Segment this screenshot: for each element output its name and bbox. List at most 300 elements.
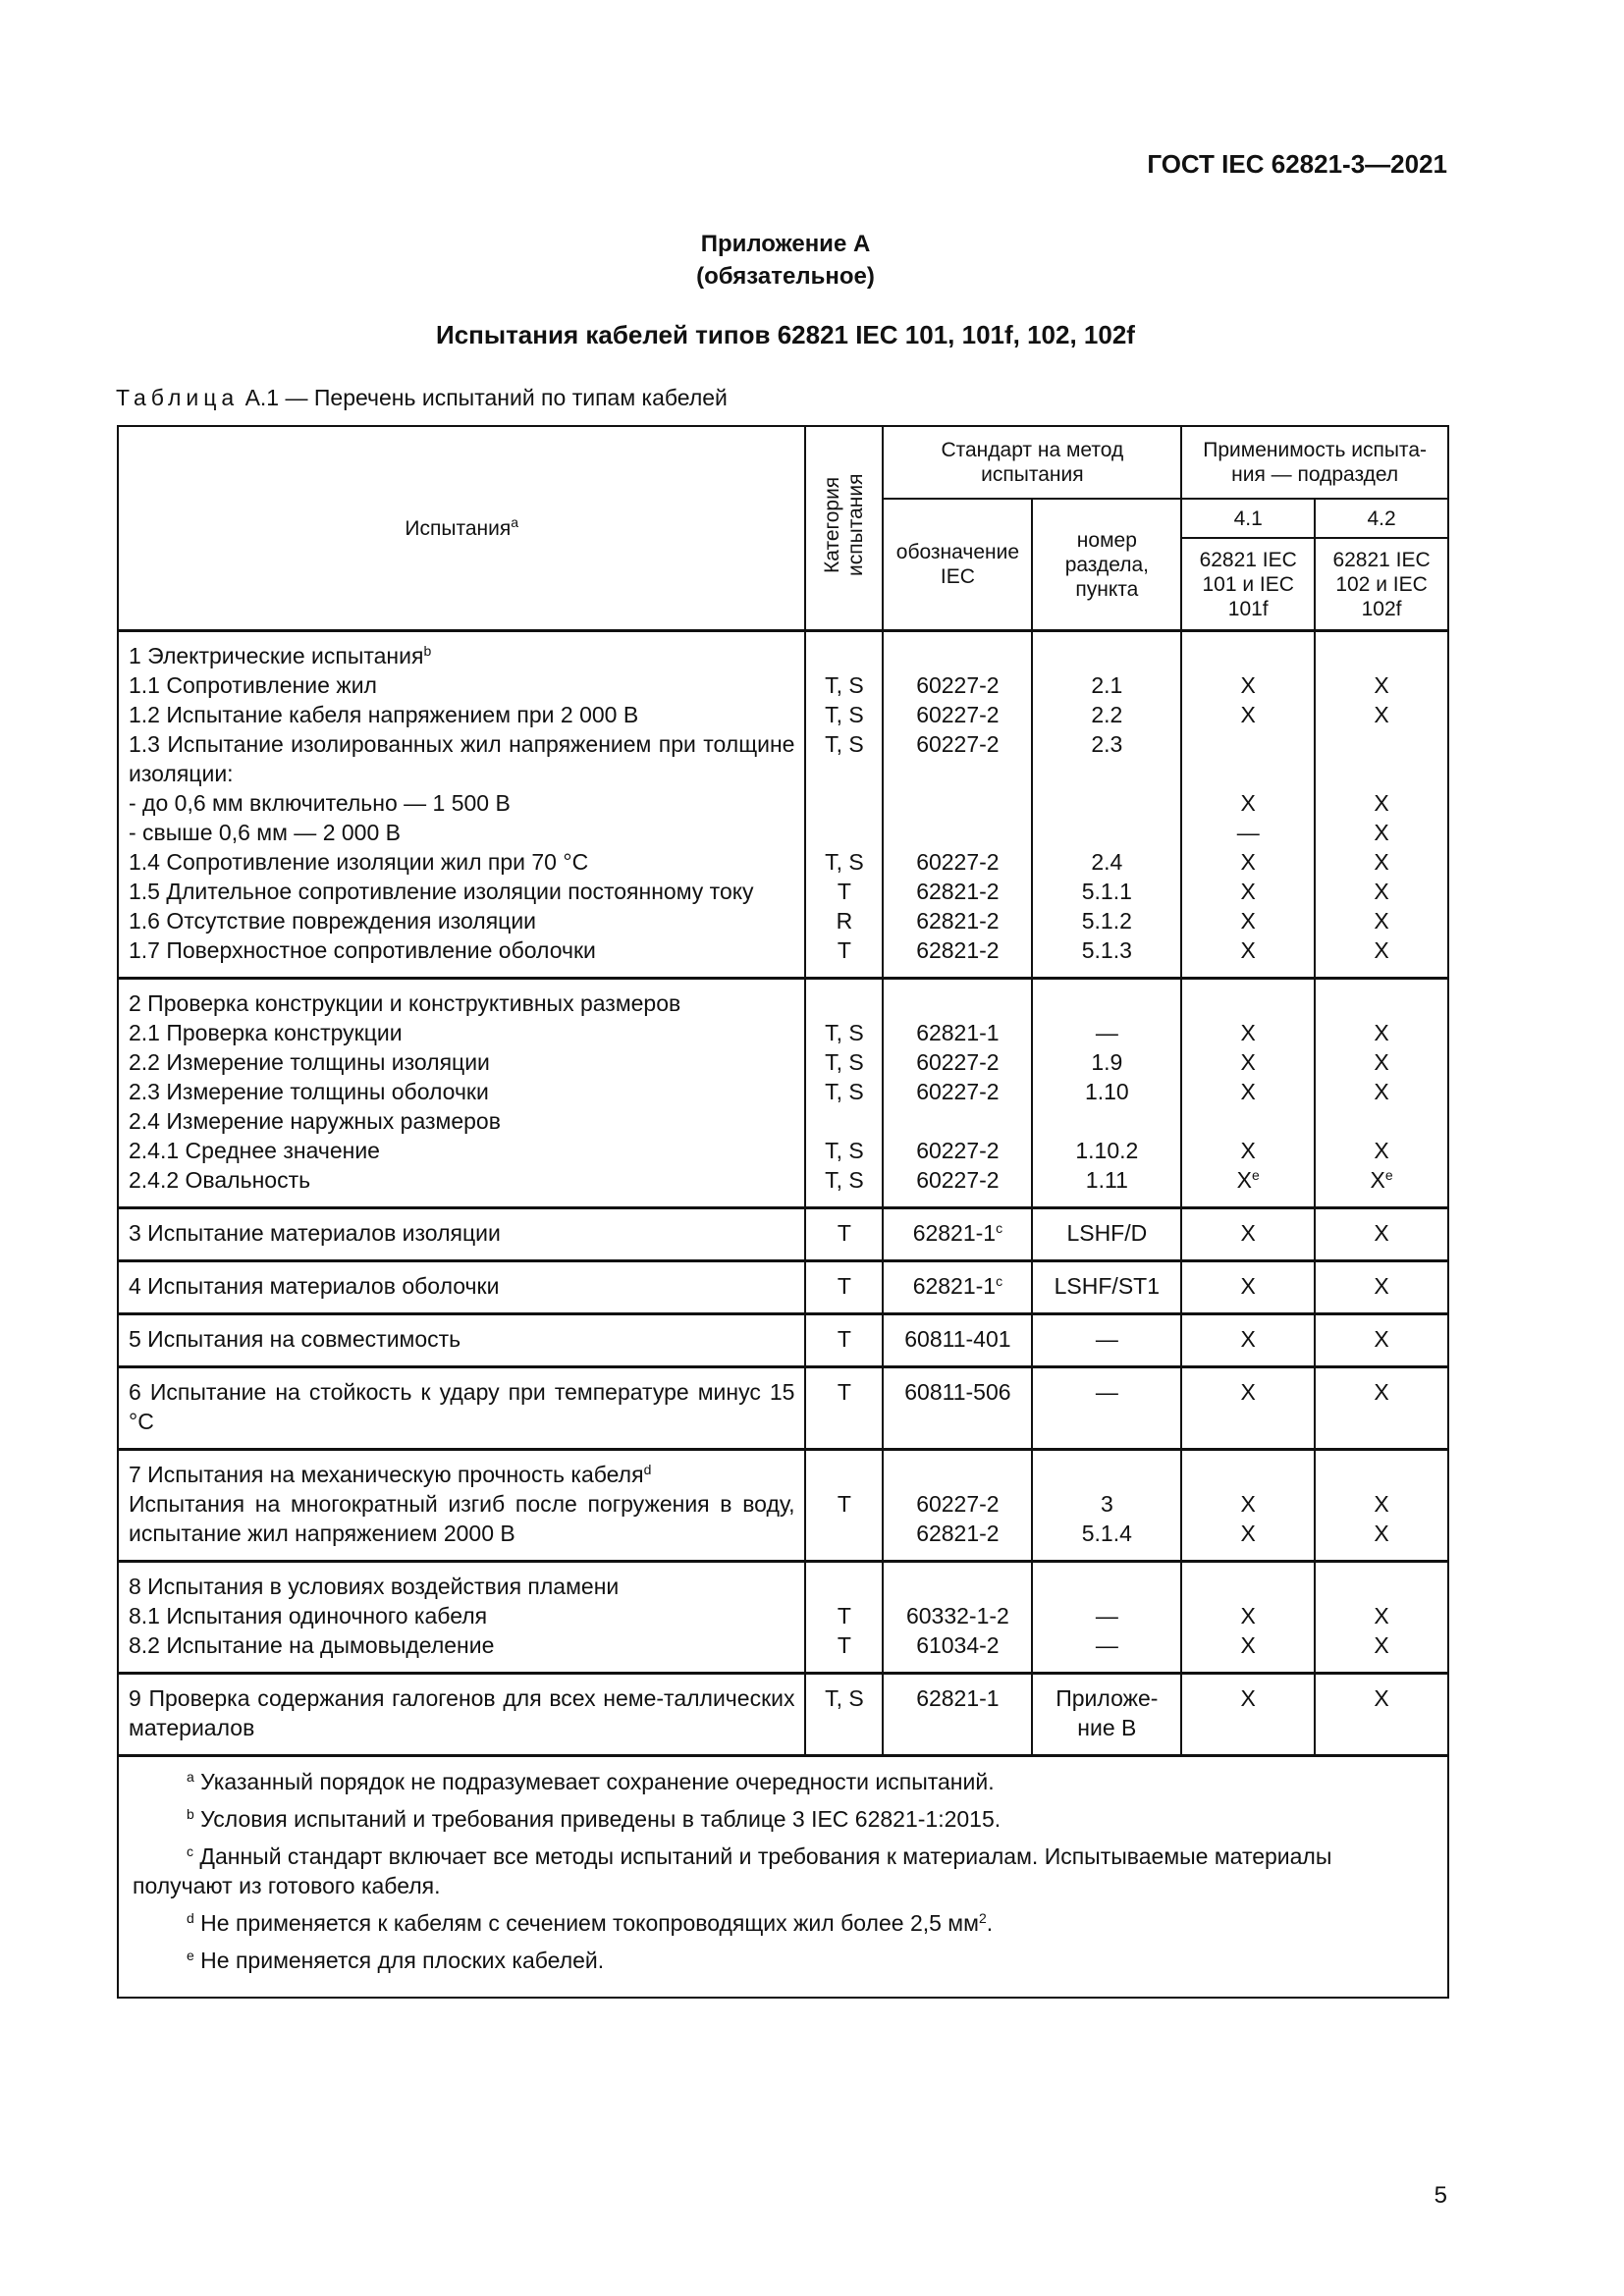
test-category-value: T, S: [825, 702, 864, 727]
applicability-4-1-value: X: [1240, 1020, 1256, 1045]
test-name-text: 2.2 Измерение толщины изоляции: [129, 1049, 490, 1075]
section-number: [1032, 1077, 1181, 1106]
test-category: [805, 1106, 883, 1136]
iec-designation-value: 62821-2: [916, 879, 1000, 904]
section-number: [1032, 1367, 1181, 1450]
iec-designation: [883, 1562, 1032, 1602]
test-name: [118, 906, 805, 935]
section-number-value: 2.4: [1091, 849, 1123, 875]
test-name: [118, 1314, 805, 1367]
test-name: [118, 729, 805, 788]
applicability-4-2: [1315, 1674, 1448, 1756]
appendix-label: Приложение А: [700, 231, 871, 257]
applicability-4-2: [1315, 935, 1448, 979]
applicability-4-2-value: X: [1374, 1326, 1389, 1352]
iec-designation: [883, 847, 1032, 877]
test-name: [118, 877, 805, 906]
section-number: [1032, 1450, 1181, 1490]
iec-designation: [883, 1208, 1032, 1261]
section-number: [1032, 700, 1181, 729]
applicability-4-2: [1315, 1450, 1448, 1490]
iec-designation-value: 60811-506: [904, 1379, 1011, 1405]
test-category-value: T, S: [825, 1685, 864, 1711]
test-name: [118, 1489, 805, 1562]
header-designation: обозначение IEC: [883, 499, 1032, 631]
iec-designation: [883, 670, 1032, 700]
applicability-4-1: [1181, 1047, 1315, 1077]
applicability-4-1-value: X: [1240, 879, 1256, 904]
header-cable-102: 62821 IEC 102 и IEC 102f: [1315, 538, 1448, 631]
section-number-value: 1.10.2: [1075, 1138, 1139, 1163]
test-name: [118, 1106, 805, 1136]
section-number: [1032, 670, 1181, 700]
applicability-4-2-value: X: [1374, 1079, 1389, 1104]
test-category: [805, 1489, 883, 1562]
applicability-4-1: [1181, 818, 1315, 847]
iec-designation: [883, 818, 1032, 847]
applicability-4-1: [1181, 847, 1315, 877]
section-number: [1032, 1261, 1181, 1314]
test-name: [118, 670, 805, 700]
applicability-4-1-value: X: [1240, 1491, 1256, 1517]
test-category-value: T: [837, 1379, 851, 1405]
section-number-value: —: [1095, 1020, 1118, 1045]
section-number: [1032, 1674, 1181, 1756]
test-name-text: 8.2 Испытание на дымовыделение: [129, 1632, 495, 1658]
applicability-4-2: [1315, 1047, 1448, 1077]
test-name: [118, 1018, 805, 1047]
test-name-text: 8 Испытания в условиях воздействия пламени: [129, 1574, 620, 1599]
test-name: [118, 1047, 805, 1077]
section-number-value: 3: [1100, 1491, 1113, 1517]
table-row: [118, 788, 1448, 818]
test-name-text: - до 0,6 мм включительно — 1 500 В: [129, 790, 511, 816]
applicability-4-2-value: X: [1374, 702, 1389, 727]
applicability-4-1-value: X: [1240, 849, 1256, 875]
test-name: [118, 979, 805, 1019]
footnote-text: Не применяется к кабелям с сечением токопроводящих жил более 2,5 мм: [193, 1910, 979, 1936]
applicability-4-2-value: X: [1370, 1167, 1385, 1193]
iec-designation: [883, 1450, 1032, 1490]
applicability-4-1: [1181, 1106, 1315, 1136]
test-category: [805, 979, 883, 1019]
applicability-4-2: [1315, 1136, 1448, 1165]
test-name-text: 1.6 Отсутствие повреждения изоляции: [129, 908, 537, 934]
iec-designation: [883, 729, 1032, 788]
section-number: [1032, 1047, 1181, 1077]
footnote: [133, 1767, 1434, 1796]
test-category-value: T, S: [825, 1079, 864, 1104]
test-name: [118, 935, 805, 979]
footnote-text: Не применяется для плоских кабелей.: [193, 1948, 605, 1973]
applicability-4-1: [1181, 729, 1315, 788]
section-number: [1032, 1165, 1181, 1208]
applicability-4-1: [1181, 1165, 1315, 1208]
test-name: [118, 1367, 805, 1450]
iec-designation: [883, 788, 1032, 818]
applicability-4-1-value: X: [1240, 908, 1256, 934]
iec-designation-value: 61034-2: [916, 1632, 1000, 1658]
section-number: [1032, 1562, 1181, 1602]
applicability-4-2-value: X: [1374, 1020, 1389, 1045]
applicability-4-2-value: X: [1374, 1273, 1389, 1299]
table-row: [118, 1047, 1448, 1077]
applicability-4-2: [1315, 847, 1448, 877]
applicability-4-1: [1181, 1450, 1315, 1490]
test-category: [805, 788, 883, 818]
test-category: [805, 906, 883, 935]
table-row: [118, 729, 1448, 788]
test-name: [118, 631, 805, 671]
iec-designation-value: 60227-2: [916, 731, 1000, 757]
appendix-status: (обязательное): [696, 263, 875, 290]
applicability-4-1-value: X: [1240, 1603, 1256, 1629]
test-category-value: T: [837, 1220, 851, 1246]
test-category-value: T, S: [825, 1049, 864, 1075]
table-row: [118, 670, 1448, 700]
test-name-text: 8.1 Испытания одиночного кабеля: [129, 1603, 488, 1629]
applicability-4-1: [1181, 906, 1315, 935]
section-number: [1032, 631, 1181, 671]
section-number: [1032, 1208, 1181, 1261]
test-name-text: 1.4 Сопротивление изоляции жил при 70 °С: [129, 849, 589, 875]
test-name-text: 2.3 Измерение толщины оболочки: [129, 1079, 489, 1104]
iec-designation: [883, 631, 1032, 671]
iec-designation-value: 60227-2: [916, 702, 1000, 727]
section-number: [1032, 1601, 1181, 1630]
applicability-4-2: [1315, 1106, 1448, 1136]
applicability-4-2: [1315, 877, 1448, 906]
applicability-4-2: [1315, 1630, 1448, 1674]
table-row: [118, 1367, 1448, 1450]
applicability-4-1-value: X: [1240, 1079, 1256, 1104]
test-name-text: 2.4.2 Овальность: [129, 1167, 311, 1193]
test-category-value: T, S: [825, 1167, 864, 1193]
iec-designation: [883, 1367, 1032, 1450]
test-category: [805, 1562, 883, 1602]
applicability-4-2-value: X: [1374, 820, 1389, 845]
section-number-value: LSHF/ST1: [1054, 1273, 1161, 1299]
applicability-4-2-value: X: [1374, 1632, 1389, 1658]
test-category: [805, 1630, 883, 1674]
test-name-text: 1.1 Сопротивление жил: [129, 672, 377, 698]
table-row: [118, 847, 1448, 877]
test-name-text: 1.5 Длительное сопротивление изоляции постоянному току: [129, 879, 754, 904]
applicability-4-1: [1181, 1077, 1315, 1106]
iec-designation-value: 60811-401: [904, 1326, 1011, 1352]
iec-designation-value: 60227-2: [916, 849, 1000, 875]
footnote-mark: b: [423, 643, 432, 659]
footnote-text: .: [986, 1910, 994, 1936]
applicability-4-1: [1181, 877, 1315, 906]
section-number-value: 5.1.1: [1081, 879, 1132, 904]
footnote-mark: e: [1384, 1167, 1393, 1183]
applicability-4-2: [1315, 700, 1448, 729]
test-name-text: 5 Испытания на совместимость: [129, 1326, 461, 1352]
iec-designation-value: 60227-2: [916, 1491, 1000, 1517]
table-row: [118, 1208, 1448, 1261]
applicability-4-2: [1315, 1489, 1448, 1562]
applicability-4-1: [1181, 1018, 1315, 1047]
applicability-4-2: [1315, 906, 1448, 935]
test-category-value: T, S: [825, 731, 864, 757]
section-number: [1032, 1018, 1181, 1047]
applicability-4-2-value: X: [1374, 790, 1389, 816]
table-row: [118, 1489, 1448, 1562]
table-row: [118, 1077, 1448, 1106]
applicability-4-2: [1315, 1562, 1448, 1602]
applicability-4-2: [1315, 631, 1448, 671]
footnote: [133, 1842, 1434, 1900]
table-row: [118, 979, 1448, 1019]
applicability-4-1: [1181, 935, 1315, 979]
applicability-4-1: [1181, 1489, 1315, 1562]
footnote: [133, 1804, 1434, 1834]
applicability-4-1-value: X: [1240, 1273, 1256, 1299]
applicability-4-2-value: X: [1374, 849, 1389, 875]
header-subsection-4-1: 4.1: [1181, 499, 1315, 538]
applicability-4-2: [1315, 670, 1448, 700]
footnotes: [118, 1756, 1448, 1999]
header-cable-101: 62821 IEC 101 и IEC 101f: [1181, 538, 1315, 631]
test-category-value: T, S: [825, 1020, 864, 1045]
applicability-4-1-value: X: [1240, 937, 1256, 963]
table-row: [118, 1261, 1448, 1314]
applicability-4-2-value: X: [1374, 1491, 1389, 1517]
applicability-4-1: [1181, 1601, 1315, 1630]
test-category: [805, 729, 883, 788]
section-number: [1032, 1314, 1181, 1367]
test-category: [805, 1674, 883, 1756]
applicability-4-2-value: X: [1374, 937, 1389, 963]
iec-designation: [883, 1314, 1032, 1367]
test-name-text: 1.2 Испытание кабеля напряжением при 2 000 В: [129, 702, 639, 727]
iec-designation-value: 62821-2: [916, 1521, 1000, 1546]
section-number: [1032, 1489, 1181, 1562]
tests-table: [117, 425, 1449, 1999]
iec-designation: [883, 1261, 1032, 1314]
table-row: [118, 1674, 1448, 1756]
table-row: [118, 935, 1448, 979]
section-number: [1032, 1630, 1181, 1674]
test-category: [805, 700, 883, 729]
test-category: [805, 1367, 883, 1450]
applicability-4-2: [1315, 979, 1448, 1019]
test-name: [118, 1261, 805, 1314]
applicability-4-1: [1181, 1674, 1315, 1756]
applicability-4-1-value: X: [1240, 1326, 1256, 1352]
test-name-text: 3 Испытание материалов изоляции: [129, 1220, 501, 1246]
section-number-value: —: [1095, 1603, 1118, 1629]
test-category: [805, 631, 883, 671]
table-row: [118, 700, 1448, 729]
footnote-mark: 2: [978, 1910, 987, 1926]
applicability-4-1-value: X: [1240, 1138, 1256, 1163]
applicability-4-2-value: X: [1374, 908, 1389, 934]
section-number: [1032, 1136, 1181, 1165]
iec-designation-value: 60227-2: [916, 672, 1000, 698]
test-name: [118, 1630, 805, 1674]
test-category: [805, 1450, 883, 1490]
applicability-4-1-value: —: [1236, 820, 1260, 845]
table-caption: [116, 385, 728, 411]
test-category: [805, 847, 883, 877]
test-category: [805, 1314, 883, 1367]
footnote-mark: d: [643, 1462, 652, 1477]
footnote: [133, 1908, 1434, 1938]
section-number-value: 1.9: [1091, 1049, 1123, 1075]
test-category: [805, 877, 883, 906]
test-category-value: T: [837, 1603, 851, 1629]
test-name-text: 1.7 Поверхностное сопротивление оболочки: [129, 937, 596, 963]
test-name: [118, 1077, 805, 1106]
test-category: [805, 1261, 883, 1314]
test-name-text: 9 Проверка содержания галогенов для всех неме-таллических материалов: [129, 1685, 795, 1740]
test-name-text: 7 Испытания на механическую прочность кабеля: [129, 1462, 644, 1487]
section-number-value: 2.1: [1091, 672, 1123, 698]
applicability-4-2: [1315, 818, 1448, 847]
applicability-4-1: [1181, 1208, 1315, 1261]
applicability-4-2: [1315, 1165, 1448, 1208]
table-body: [118, 631, 1448, 1756]
iec-designation: [883, 1136, 1032, 1165]
header-section: номер раздела, пункта: [1032, 499, 1181, 631]
applicability-4-1-value: X: [1240, 1521, 1256, 1546]
test-category-value: T, S: [825, 849, 864, 875]
table-caption-prefix: Таблица: [116, 385, 240, 410]
applicability-4-2: [1315, 1601, 1448, 1630]
footnote-text: Условия испытаний и требования приведены в таблице 3 IEC 62821-1:2015.: [193, 1806, 1001, 1832]
test-category: [805, 935, 883, 979]
test-name-text: 4 Испытания материалов оболочки: [129, 1273, 500, 1299]
applicability-4-2: [1315, 1314, 1448, 1367]
section-number-value: 5.1.3: [1081, 937, 1132, 963]
test-name: [118, 1165, 805, 1208]
section-number: [1032, 979, 1181, 1019]
test-category: [805, 670, 883, 700]
applicability-4-1-value: X: [1240, 1220, 1256, 1246]
applicability-4-1: [1181, 1630, 1315, 1674]
iec-designation-value: 62821-1: [916, 1685, 1000, 1711]
table-row: [118, 1601, 1448, 1630]
table-row: [118, 1165, 1448, 1208]
test-category: [805, 1077, 883, 1106]
table-row: [118, 1450, 1448, 1490]
applicability-4-1: [1181, 1136, 1315, 1165]
test-category-value: R: [836, 908, 853, 934]
section-number-value: 5.1.4: [1081, 1521, 1132, 1546]
applicability-4-2-value: X: [1374, 1049, 1389, 1075]
iec-designation: [883, 1018, 1032, 1047]
applicability-4-2-value: X: [1374, 1603, 1389, 1629]
applicability-4-1-value: X: [1240, 1685, 1256, 1711]
applicability-4-1: [1181, 670, 1315, 700]
table-row: [118, 1018, 1448, 1047]
table-row: [118, 1630, 1448, 1674]
applicability-4-1-value: X: [1240, 1049, 1256, 1075]
applicability-4-1: [1181, 1261, 1315, 1314]
test-name-text: Испытания на многократный изгиб после погружения в воду, испытание жил напряжением 2000 В: [129, 1491, 795, 1546]
iec-designation: [883, 906, 1032, 935]
test-name: [118, 788, 805, 818]
header-tests: Испытания$^a$: [118, 426, 805, 631]
test-name-text: 2.1 Проверка конструкции: [129, 1020, 403, 1045]
footnote-mark: e: [187, 1948, 194, 1963]
section-number-value: Приложе-ние В: [1056, 1685, 1159, 1740]
table-caption-text: А.1 — Перечень испытаний по типам кабелей: [239, 385, 728, 410]
applicability-4-2-value: X: [1374, 1220, 1389, 1246]
test-category: [805, 1208, 883, 1261]
test-name-text: 2 Проверка конструкции и конструктивных размеров: [129, 990, 681, 1016]
section-number: [1032, 906, 1181, 935]
test-name: [118, 818, 805, 847]
test-category: [805, 1165, 883, 1208]
iec-designation: [883, 700, 1032, 729]
test-name-text: 2.4 Измерение наружных размеров: [129, 1108, 501, 1134]
section-number-value: LSHF/D: [1066, 1220, 1148, 1246]
section-number: [1032, 877, 1181, 906]
iec-designation-value: 60332-1-2: [905, 1603, 1009, 1629]
iec-designation-value: 60227-2: [916, 1079, 1000, 1104]
iec-designation: [883, 1165, 1032, 1208]
iec-designation: [883, 935, 1032, 979]
test-category: [805, 1018, 883, 1047]
section-number: [1032, 847, 1181, 877]
iec-designation: [883, 877, 1032, 906]
iec-designation-value: 60227-2: [916, 1167, 1000, 1193]
table-row: [118, 877, 1448, 906]
test-category: [805, 1601, 883, 1630]
section-number: [1032, 818, 1181, 847]
test-name-text: 6 Испытание на стойкость к удару при температуре минус 15 °С: [129, 1379, 795, 1434]
test-name: [118, 1562, 805, 1602]
applicability-4-2-value: X: [1374, 1521, 1389, 1546]
appendix-title: Испытания кабелей типов 62821 IEC 101, 101f, 102, 102f: [436, 320, 1135, 349]
footnote-mark: d: [187, 1910, 194, 1926]
applicability-4-1: [1181, 631, 1315, 671]
test-name-text: 1 Электрические испытания: [129, 643, 424, 668]
test-category-value: T: [837, 1273, 851, 1299]
section-number-value: —: [1095, 1326, 1118, 1352]
section-number-value: 2.2: [1091, 702, 1123, 727]
applicability-4-1: [1181, 1314, 1315, 1367]
applicability-4-1: [1181, 788, 1315, 818]
test-name-text: - свыше 0,6 мм — 2 000 В: [129, 820, 401, 845]
applicability-4-1-value: X: [1240, 1379, 1256, 1405]
header-applicability: Применимость испыта-ния — подраздел: [1181, 426, 1448, 499]
table-row: [118, 1136, 1448, 1165]
applicability-4-2: [1315, 729, 1448, 788]
footnote-mark: b: [187, 1806, 194, 1822]
test-category-value: T: [837, 937, 851, 963]
section-number: [1032, 1106, 1181, 1136]
section-number-value: —: [1095, 1632, 1118, 1658]
test-name: [118, 1136, 805, 1165]
iec-designation-value: 60227-2: [916, 1049, 1000, 1075]
header-subsection-4-2: 4.2: [1315, 499, 1448, 538]
applicability-4-2: [1315, 1077, 1448, 1106]
section-number-value: —: [1095, 1379, 1118, 1405]
footnote-mark: c: [187, 1843, 193, 1859]
test-category-value: T: [837, 879, 851, 904]
test-name-text: 1.3 Испытание изолированных жил напряжением при толщине изоляции:: [129, 731, 795, 786]
section-number-value: 1.11: [1085, 1167, 1128, 1193]
iec-designation: [883, 1106, 1032, 1136]
section-number: [1032, 729, 1181, 788]
applicability-4-1-value: X: [1240, 702, 1256, 727]
section-number-value: 1.10: [1084, 1079, 1129, 1104]
test-name: [118, 1450, 805, 1490]
